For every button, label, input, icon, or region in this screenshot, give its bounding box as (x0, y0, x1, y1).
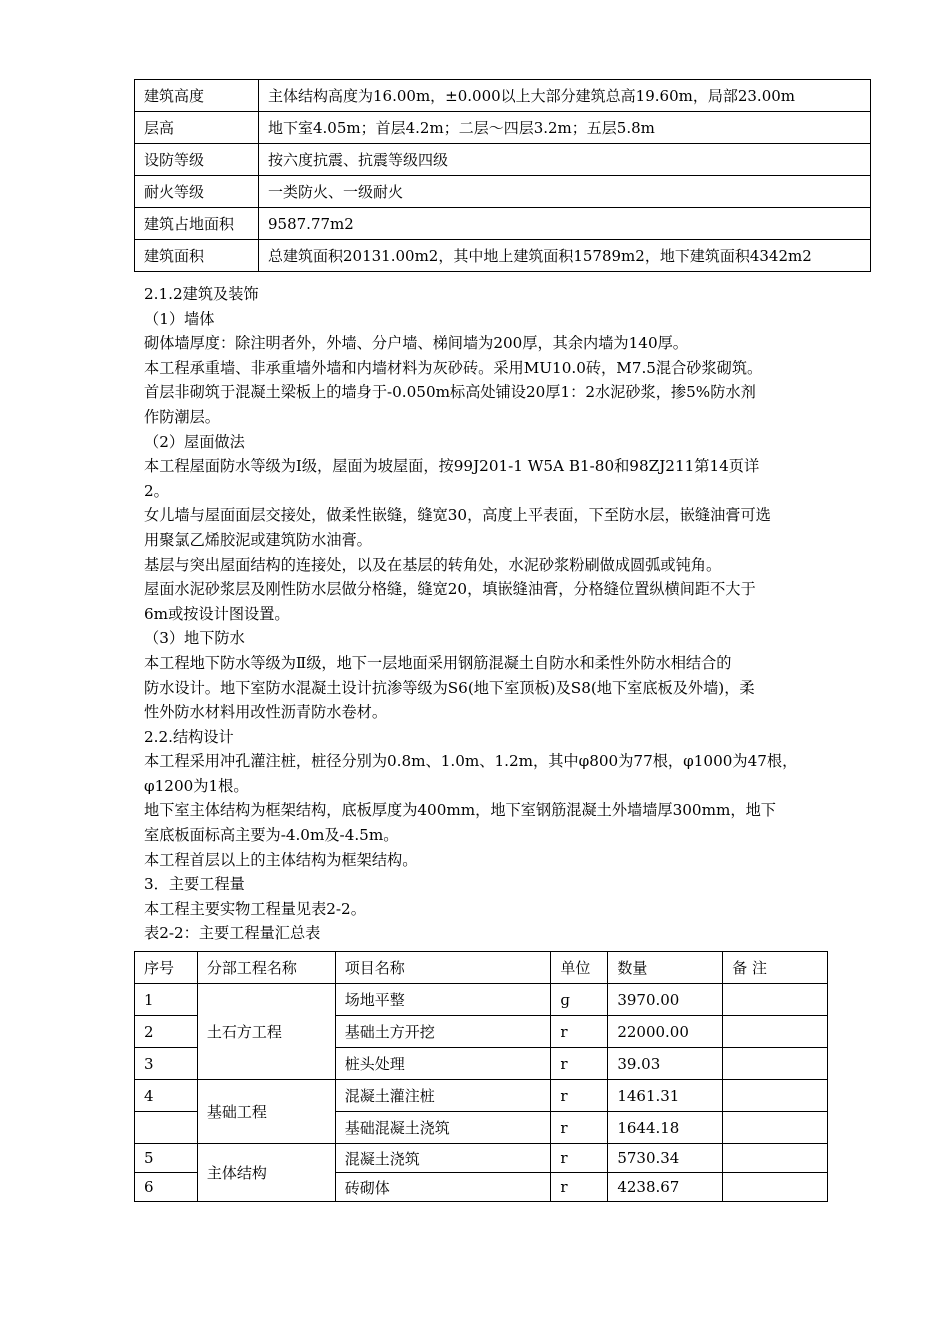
building-info-table (134, 79, 871, 272)
paragraph-line: 6m或按设计图设置。 (144, 604, 290, 623)
section-heading: 2.2.结构设计 (144, 727, 234, 746)
note-cell (723, 1112, 828, 1144)
subsection-heading: （2）屋面做法 (144, 432, 245, 451)
unit-cell: r (551, 1144, 608, 1173)
header-cell: 序号 (135, 952, 198, 984)
paragraph-line: 屋面水泥砂浆层及刚性防水层做分格缝，缝宽20，填嵌缝油膏，分格缝位置纵横间距不大于 (144, 580, 756, 599)
paragraph-line: 性外防水材料用改性沥青防水卷材。 (144, 703, 387, 722)
quantity-cell: 3970.00 (608, 984, 723, 1016)
unit-cell: r (551, 1173, 608, 1202)
paragraph-line: 本工程屋面防水等级为Ⅰ级，屋面为坡屋面，按99J201-1 W5A B1-80和98ZJ211第14页详 (144, 457, 760, 476)
unit-cell: r (551, 1016, 608, 1048)
row-number: 1 (135, 984, 198, 1016)
paragraph-line: 本工程主要实物工程量见表2-2。 (144, 899, 366, 918)
table-row (135, 176, 871, 208)
quantity-cell: 5730.34 (608, 1144, 723, 1173)
info-key: 层高 (135, 112, 259, 144)
paragraph-line: 2。 (144, 481, 169, 500)
info-value: 总建筑面积20131.00m2，其中地上建筑面积15789m2，地下建筑面积4342m2 (259, 240, 871, 272)
info-value: 按六度抗震、抗震等级四级 (259, 144, 871, 176)
item-name: 混凝土灌注桩 (335, 1080, 551, 1112)
header-cell: 项目名称 (335, 952, 551, 984)
info-key: 建筑面积 (135, 240, 259, 272)
info-value: 9587.77m2 (259, 208, 871, 240)
row-number: 3 (135, 1048, 198, 1080)
paragraph-line: 防水设计。地下室防水混凝土设计抗渗等级为S6(地下室顶板)及S8(地下室底板及外墙)，柔 (144, 678, 755, 697)
item-name: 桩头处理 (335, 1048, 551, 1080)
info-value: 主体结构高度为16.00m，±0.000以上大部分建筑总高19.60m，局部23.00m (259, 80, 871, 112)
section-heading: 3．主要工程量 (144, 875, 245, 894)
header-cell: 分部工程名称 (197, 952, 335, 984)
info-key: 建筑占地面积 (135, 208, 259, 240)
note-cell (723, 1173, 828, 1202)
info-key: 耐火等级 (135, 176, 259, 208)
note-cell (723, 1080, 828, 1112)
table-row (135, 112, 871, 144)
table-row (135, 240, 871, 272)
unit-cell: r (551, 1112, 608, 1144)
unit-cell: r (551, 1048, 608, 1080)
info-value: 地下室4.05m；首层4.2m；二层～四层3.2m；五层5.8m (259, 112, 871, 144)
note-cell (723, 1144, 828, 1173)
item-name: 基础土方开挖 (335, 1016, 551, 1048)
section-heading: 2.1.2建筑及装饰 (144, 285, 259, 303)
unit-cell: ɡ (551, 984, 608, 1016)
header-cell: 备 注 (723, 952, 828, 984)
note-cell (723, 1048, 828, 1080)
paragraph-line: 本工程承重墙、非承重墙外墙和内墙材料为灰砂砖。采用MU10.0砖，M7.5混合砂浆砌筑。 (144, 358, 763, 377)
table-row (135, 1144, 828, 1173)
info-key: 建筑高度 (135, 80, 259, 112)
info-key: 设防等级 (135, 144, 259, 176)
paragraph-line: φ1200为1根。 (144, 776, 249, 795)
quantity-cell: 22000.00 (608, 1016, 723, 1048)
body-text (144, 282, 824, 946)
paragraph-line: 用聚氯乙烯胶泥或建筑防水油膏。 (144, 530, 372, 549)
table-row (135, 208, 871, 240)
table-row (135, 80, 871, 112)
paragraph-line: 首层非砌筑于混凝土梁板上的墙身于-0.050m标高处铺设20厚1：2水泥砂浆，掺5%防水剂 (144, 383, 756, 402)
header-cell: 单位 (551, 952, 608, 984)
table-header-row (135, 952, 828, 984)
table-row (135, 1080, 828, 1112)
quantity-table (134, 951, 828, 1202)
row-number: 4 (135, 1080, 198, 1112)
group-cell: 主体结构 (197, 1144, 335, 1202)
paragraph-line: 室底板面标高主要为-4.0m及-4.5m。 (144, 826, 399, 845)
paragraph-line: 本工程首层以上的主体结构为框架结构。 (144, 850, 418, 869)
unit-cell: r (551, 1080, 608, 1112)
paragraph-line: 本工程采用冲孔灌注桩，桩径分别为0.8m、1.0m、1.2m，其中φ800为77根，φ1000为47根， (144, 752, 798, 771)
quantity-cell: 39.03 (608, 1048, 723, 1080)
info-value: 一类防火、一级耐火 (259, 176, 871, 208)
table-caption: 表2-2：主要工程量汇总表 (144, 924, 321, 943)
item-name: 基础混凝土浇筑 (335, 1112, 551, 1144)
paragraph-line: 本工程地下防水等级为Ⅱ级，地下一层地面采用钢筋混凝土自防水和柔性外防水相结合的 (144, 653, 732, 672)
subsection-heading: （1）墙体 (144, 309, 215, 328)
quantity-cell: 1644.18 (608, 1112, 723, 1144)
paragraph-line: 地下室主体结构为框架结构，底板厚度为400mm，地下室钢筋混凝土外墙墙厚300mm，地下 (144, 801, 776, 820)
header-cell: 数量 (608, 952, 723, 984)
row-number: 2 (135, 1016, 198, 1048)
paragraph-line: 女儿墙与屋面面层交接处，做柔性嵌缝，缝宽30，高度上平表面，下至防水层，嵌缝油膏可选 (144, 506, 771, 525)
note-cell (723, 1016, 828, 1048)
item-name: 砖砌体 (335, 1173, 551, 1202)
table-row (135, 144, 871, 176)
quantity-cell: 1461.31 (608, 1080, 723, 1112)
group-cell: 基础工程 (197, 1080, 335, 1144)
row-number: 6 (135, 1173, 198, 1202)
row-number (135, 1112, 198, 1144)
note-cell (723, 984, 828, 1016)
item-name: 混凝土浇筑 (335, 1144, 551, 1173)
paragraph-line: 砌体墙厚度：除注明者外，外墙、分户墙、梯间墙为200厚，其余内墙为140厚。 (144, 334, 688, 353)
paragraph-line: 基层与突出屋面结构的连接处，以及在基层的转角处，水泥砂浆粉刷做成圆弧或钝角。 (144, 555, 722, 574)
item-name: 场地平整 (335, 984, 551, 1016)
table-row (135, 984, 828, 1016)
group-cell: 土石方工程 (197, 984, 335, 1080)
subsection-heading: （3）地下防水 (144, 629, 245, 648)
row-number: 5 (135, 1144, 198, 1173)
paragraph-line: 作防潮层。 (144, 407, 220, 426)
quantity-cell: 4238.67 (608, 1173, 723, 1202)
